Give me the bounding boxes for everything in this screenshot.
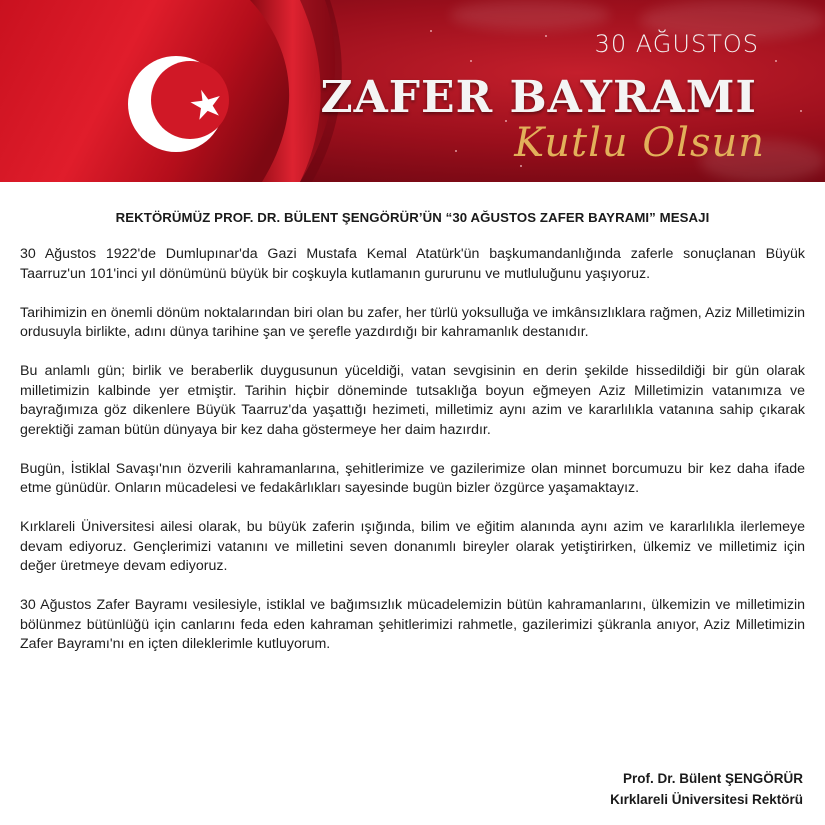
sparkle <box>775 60 777 62</box>
sparkle <box>470 60 472 62</box>
signatory-title: Kırklareli Üniversitesi Rektörü <box>610 792 803 807</box>
cloud-haze <box>450 0 610 30</box>
paragraph: 30 Ağustos Zafer Bayramı vesilesiyle, istiklal ve bağımsızlık mücadelemizin bütün kahramanlarını, ülkemizin ve milletimizin bölünmez bütünlüğü için canlarını feda eden kahraman şehitlerimizi rahmetle, gazilerimizi şükranla anıyor, Aziz Milletimizin Zafer Bayramı'nı en içten dileklerimle kutluyorum. <box>20 597 805 652</box>
paragraph: Bugün, İstiklal Savaşı'nın özverili kahramanlarına, şehitlerimize ve gazilerimize olan minnet borcumuzu bir kez daha ifade etme günüdür. Onların mücadelesi ve fedakârlıkları sayesinde bugün bizler özgürce yaşamaktayız. <box>20 460 805 496</box>
letter-body <box>20 210 805 674</box>
paragraph: Tarihimizin en önemli dönüm noktalarından biri olan bu zafer, her türlü yoksulluğa ve imkânsızlıklara rağmen, Aziz Milletimizin ordusuyla birlikte, adını dünya tarihine şan ve şerefle yazdırdığı bir kahramanlık destanıdır. <box>20 304 805 340</box>
signatory-name: Prof. Dr. Bülent ŞENGÖRÜR <box>622 771 803 786</box>
paragraph: Kırklareli Üniversitesi ailesi olarak, bu büyük zaferin ışığında, bilim ve eğitim alanında aynı azim ve kararlılıkla ilerlemeye devam ediyoruz. Gençlerimizi vatanını ve milletini seven donanımlı bireyler olarak yetiştirirken, ülkemiz ve milletimiz için değer üretmeye devam ediyoruz. <box>20 519 805 574</box>
paragraph: 30 Ağustos 1922'de Dumlupınar'da Gazi Mustafa Kemal Atatürk'ün başkumandanlığında zaferle sonuçlanan Büyük Taarruz'un 101'inci yıl dönümünü büyük bir coşkuyla kutlamanın gururunu ve mutluluğunu yaşıyoruz. <box>20 246 805 282</box>
crescent-and-star-icon <box>118 38 258 178</box>
sparkle <box>430 30 432 32</box>
date-heading: 30 AĞUSTOS <box>594 30 759 58</box>
banner-title: ZAFER BAYRAMI <box>320 72 757 123</box>
signature-block <box>610 768 803 810</box>
script-greeting: Kutlu Olsun <box>514 120 765 166</box>
paragraph: Bu anlamlı gün; birlik ve beraberlik duygusunun yüceldiği, vatan sevgisinin en derin şekilde hissedildiği bir gün olarak milletimizin kalbinde yer etmiştir. Tarihin hiçbir döneminde tutsaklığa boyun eğmeyen Aziz Milletimizin vatanımıza ve bayrağımıza göz dikenlere Büyük Taarruz'da yaşattığı hezimeti, milletimiz aynı azim ve kararlılıkla vatanına sahip çıkarak gerektiği zaman bütün dünyaya bir kez daha göstermeye her daim hazırdır. <box>20 363 805 438</box>
sparkle <box>455 150 457 152</box>
sparkle <box>545 35 547 37</box>
letter-heading: REKTÖRÜMÜZ PROF. DR. BÜLENT ŞENGÖRÜR’ÜN “30 AĞUSTOS ZAFER BAYRAMI” MESAJI <box>115 210 710 225</box>
sparkle <box>800 110 802 112</box>
banner <box>0 0 825 182</box>
